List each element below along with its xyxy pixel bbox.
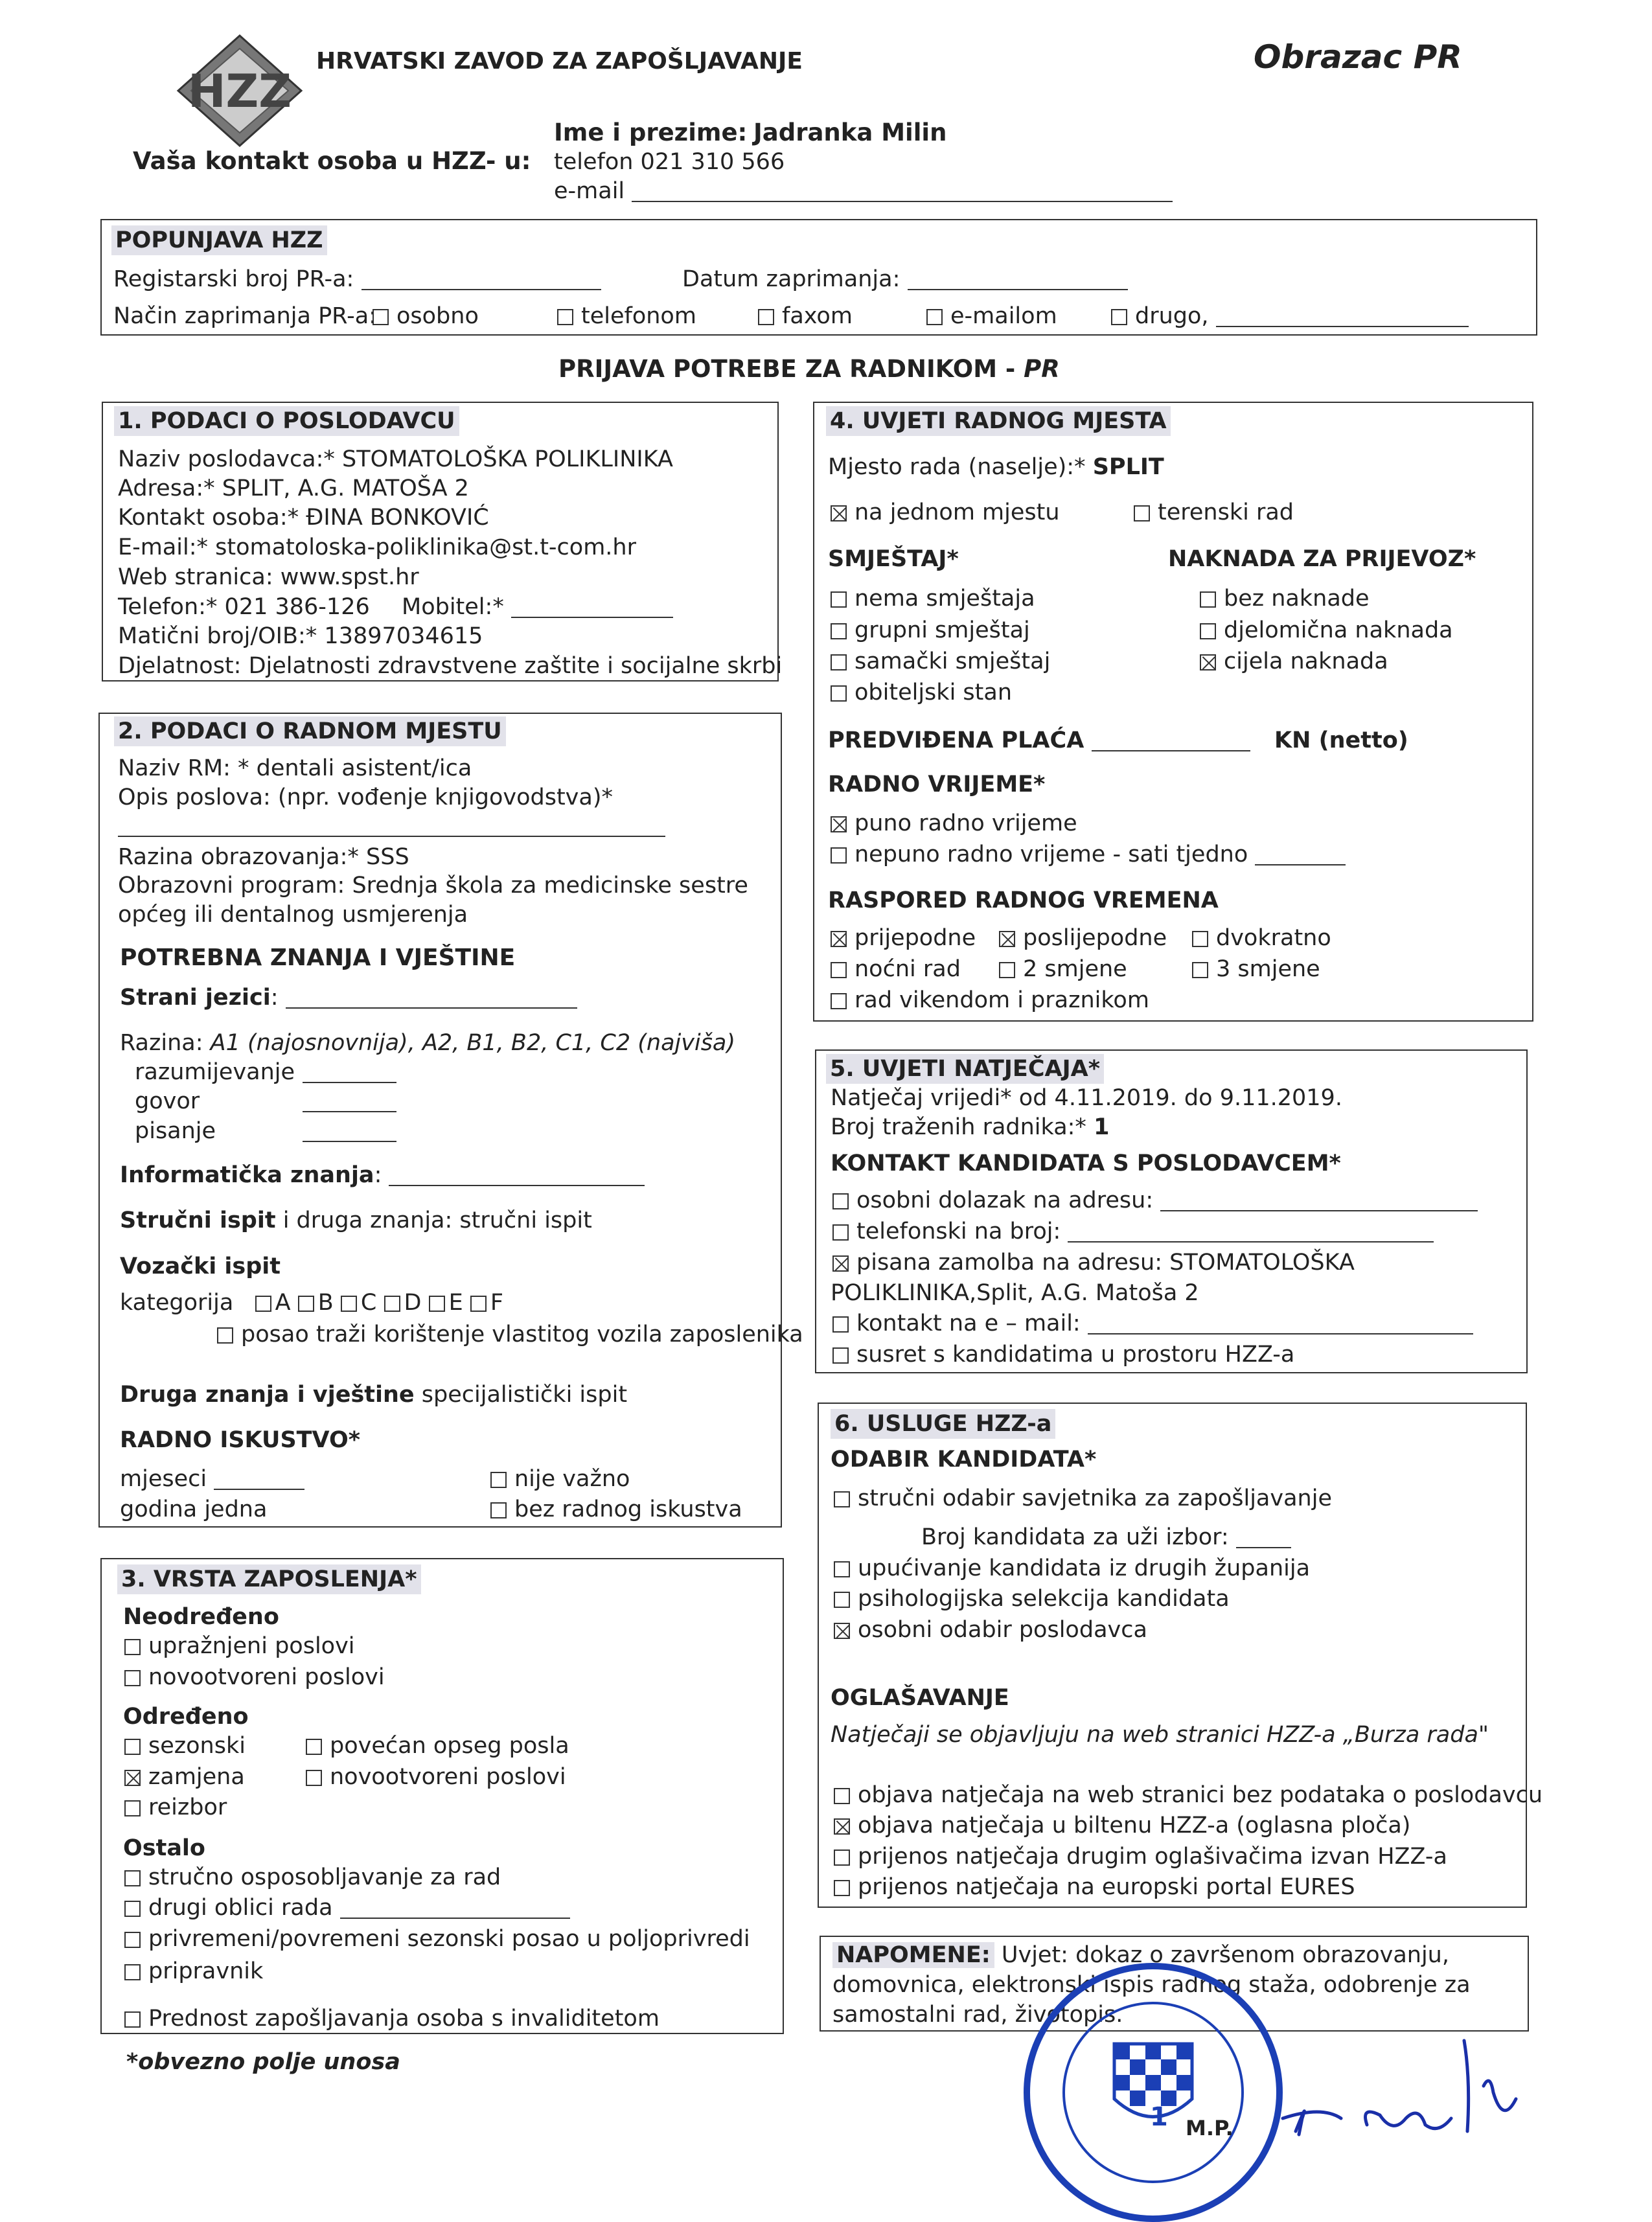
selection-psychological[interactable]: psihologijska selekcija kandidata — [834, 1584, 1230, 1614]
education-program-2: općeg ili dentalnog usmjerenja — [118, 902, 468, 928]
contact-personal[interactable]: osobni dolazak na adresu: — [832, 1185, 1478, 1215]
one-location[interactable]: na jednom mjestu — [831, 498, 1060, 527]
skills-title: POTREBNA ZNANJA I VJEŠTINE — [120, 945, 516, 971]
education-program: Obrazovni program: Srednja škola za medicinske sestre — [118, 873, 748, 899]
other-intern[interactable]: pripravnik — [124, 1956, 263, 1986]
transport-full[interactable]: cijela naknada — [1200, 647, 1388, 676]
official-stamp — [1024, 1963, 1283, 2222]
section-conditions-title: 4. UVJETI RADNOG MJESTA — [826, 406, 1171, 436]
schedule-2-shifts[interactable]: 2 smjene — [999, 954, 1127, 984]
indefinite-new[interactable]: novootvoreni poslovi — [124, 1662, 385, 1692]
section-competition-title: 5. UVJETI NATJEČAJA* — [826, 1054, 1104, 1084]
contact-name-label: Ime i prezime: — [554, 119, 748, 146]
form-name: Obrazac PR — [1254, 38, 1462, 76]
method-label: Način zaprimanja PR-a: — [113, 303, 376, 329]
hzz-logo — [175, 32, 304, 149]
employer-email: E-mail:* stomatoloska-poliklinika@st.t-com.hr — [118, 534, 636, 560]
reg-number-field[interactable]: Registarski broj PR-a: — [113, 264, 601, 294]
fixed-new[interactable]: novootvoreni poslovi — [306, 1762, 566, 1792]
transport-title: NAKNADA ZA PRIJEVOZ* — [1168, 546, 1476, 572]
accommodation-group[interactable]: grupni smještaj — [831, 615, 1030, 645]
hzz-box-title: POPUNJAVA HZZ — [111, 225, 327, 255]
field-work[interactable]: terenski rad — [1134, 498, 1294, 527]
disability-priority[interactable]: Prednost zapošljavanja osoba s invaliditetom — [124, 2004, 660, 2033]
skill-writing[interactable]: pisanje — [135, 1118, 216, 1144]
section-job-title: 2. PODACI O RADNOM MJESTU — [114, 716, 506, 746]
indefinite-vacant[interactable]: upražnjeni poslovi — [124, 1631, 355, 1661]
ad-other-advertisers[interactable]: prijenos natječaja drugim oglašivačima izvan HZZ-a — [834, 1842, 1447, 1872]
schedule-afternoon[interactable]: poslijepodne — [999, 923, 1167, 953]
salary-field[interactable]: PREDVIĐENA PLAĆA KN (netto) — [828, 727, 1408, 753]
indefinite-title: Neodređeno — [123, 1604, 279, 1630]
employer-oib: Matični broj/OIB:* 13897034615 — [118, 623, 483, 649]
work-location: Mjesto rada (naselje):* SPLIT — [828, 454, 1164, 480]
employer-address: Adresa:* SPLIT, A.G. MATOŠA 2 — [118, 475, 469, 501]
experience-months[interactable]: mjeseci — [120, 1464, 304, 1494]
language-level: Razina: A1 (najosnovnija), A2, B1, B2, C1, C2 (najviša) — [120, 1030, 736, 1056]
schedule-weekend[interactable]: rad vikendom i praznikom — [831, 985, 1149, 1015]
part-time[interactable]: nepuno radno vrijeme - sati tjedno — [831, 840, 1346, 869]
accommodation-title: SMJEŠTAJ* — [828, 546, 959, 572]
footnote: *obvezno polje unosa — [126, 2049, 400, 2075]
skill-writing-blank — [303, 1121, 396, 1142]
experience-none[interactable]: bez radnog iskustva — [490, 1495, 742, 1524]
skill-speaking[interactable]: govor — [135, 1088, 200, 1114]
other-seasonal-agri[interactable]: privremeni/povremeni sezonski posao u poljoprivredi — [124, 1924, 750, 1954]
notes-line-2: domovnica, elektronski ispis radnog staža, odobrenje za — [832, 1972, 1471, 1998]
contact-written[interactable]: pisana zamolba na adresu: STOMATOLOŠKA — [832, 1248, 1355, 1277]
working-hours-title: RADNO VRIJEME* — [828, 772, 1046, 797]
fixed-title: Određeno — [123, 1704, 249, 1730]
job-description-blank[interactable] — [118, 816, 665, 837]
method-faxom[interactable]: faxom — [758, 301, 853, 331]
employer-web: Web stranica: www.spst.hr — [118, 564, 419, 590]
email-blank — [632, 181, 1173, 202]
skill-speaking-blank — [303, 1092, 396, 1112]
schedule-title: RASPORED RADNOG VREMENA — [828, 888, 1219, 913]
selection-employer[interactable]: osobni odabir poslodavca — [834, 1615, 1147, 1645]
advertising-note: Natječaji se objavljuju na web stranici HZZ-a „Burza rada" — [831, 1722, 1489, 1748]
languages-field[interactable]: Strani jezici: — [120, 983, 577, 1013]
svg-text:HZZ: HZZ — [187, 65, 292, 118]
skill-understanding-blank — [303, 1062, 396, 1083]
contact-name: Jadranka Milin — [753, 119, 947, 146]
professional-exam: Stručni ispit i druga znanja: stručni ispit — [120, 1208, 592, 1233]
other-training[interactable]: stručno osposobljavanje za rad — [124, 1862, 501, 1892]
employer-contact: Kontakt osoba:* ĐINA BONKOVIĆ — [118, 505, 489, 531]
selection-title: ODABIR KANDIDATA* — [831, 1447, 1097, 1472]
education-level: Razina obrazovanja:* SSS — [118, 844, 409, 870]
competition-valid: Natječaj vrijedi* od 4.11.2019. do 9.11.2019. — [831, 1085, 1342, 1111]
section-employment-type-title: 3. VRSTA ZAPOSLENJA* — [117, 1564, 421, 1594]
shortlist-count[interactable]: Broj kandidata za uži izbor: — [921, 1522, 1291, 1552]
ad-bulletin[interactable]: objava natječaja u biltenu HZZ-a (oglasna ploča) — [834, 1811, 1410, 1840]
main-title: PRIJAVA POTREBE ZA RADNIKOM - PR — [558, 355, 1060, 383]
org-name: HRVATSKI ZAVOD ZA ZAPOŠLJAVANJE — [316, 48, 803, 74]
other-skills: Druga znanja i vještine specijalistički ispit — [120, 1382, 628, 1408]
ad-web-anonymous[interactable]: objava natječaja na web stranici bez podataka o poslodavcu — [834, 1780, 1543, 1810]
signature — [1270, 2028, 1542, 2138]
accommodation-family[interactable]: obiteljski stan — [831, 678, 1012, 707]
contact-written-address: POLIKLINIKA,Split, A.G. Matoša 2 — [831, 1280, 1199, 1306]
section-employer-title: 1. PODACI O POSLODAVCU — [114, 406, 459, 436]
method-osobno[interactable]: osobno — [373, 301, 479, 331]
accommodation-none[interactable]: nema smještaja — [831, 584, 1035, 613]
selection-other-counties[interactable]: upućivanje kandidata iz drugih županija — [834, 1553, 1310, 1583]
accommodation-single[interactable]: samački smještaj — [831, 647, 1050, 676]
notes-line-1: NAPOMENE: Uvjet: dokaz o završenom obrazovanju, — [832, 1940, 1449, 1970]
method-telefonom[interactable]: telefonom — [557, 301, 696, 331]
contact-email: e-mail — [554, 176, 1173, 206]
fixed-seasonal[interactable]: sezonski — [124, 1731, 246, 1761]
experience-years: godina jedna — [120, 1496, 268, 1522]
transport-partial[interactable]: djelomična naknada — [1200, 615, 1453, 645]
other-forms[interactable]: drugi oblici rada — [124, 1893, 570, 1923]
schedule-morning[interactable]: prijepodne — [831, 923, 976, 953]
contact-label: Vaša kontakt osoba u HZZ- u: — [133, 147, 531, 175]
advertising-title: OGLAŠAVANJE — [831, 1685, 1009, 1711]
selection-expert[interactable]: stručni odabir savjetnika za zapošljavanje — [834, 1483, 1332, 1513]
fixed-increased-scope[interactable]: povećan opseg posla — [306, 1731, 569, 1761]
transport-none[interactable]: bez naknade — [1200, 584, 1370, 613]
employer-activity: Djelatnost: Djelatnosti zdravstvene zaštite i socijalne skrbi — [118, 653, 783, 679]
other-title: Ostalo — [123, 1835, 205, 1861]
fixed-replacement[interactable]: zamjena — [124, 1762, 245, 1792]
full-time[interactable]: puno radno vrijeme — [831, 808, 1077, 838]
job-description-label: Opis poslova: (npr. vođenje knjigovodstva)* — [118, 785, 614, 810]
fixed-reelection[interactable]: reizbor — [124, 1792, 227, 1822]
contact-phone: telefon 021 310 566 — [554, 149, 785, 175]
schedule-night[interactable]: noćni rad — [831, 954, 961, 984]
schedule-3-shifts[interactable]: 3 smjene — [1192, 954, 1320, 984]
it-skills-field[interactable]: Informatička znanja: — [120, 1160, 645, 1190]
job-title: Naziv RM: * dentali asistent/ica — [118, 755, 472, 781]
driving-title: Vozački ispit — [120, 1254, 281, 1279]
own-vehicle[interactable]: posao traži korištenje vlastitog vozila zaposlenika — [217, 1320, 803, 1349]
contact-phone-option[interactable]: telefonski na broj: — [832, 1217, 1434, 1246]
section-services-title: 6. USLUGE HZZ-a — [831, 1409, 1055, 1439]
method-email[interactable]: e-mailom — [926, 301, 1057, 331]
notes-line-3: samostalni rad, životopis. — [832, 2002, 1123, 2028]
contact-title: KONTAKT KANDIDATA S POSLODAVCEM* — [831, 1151, 1341, 1176]
skill-understanding[interactable]: razumijevanje — [135, 1059, 295, 1085]
ad-eures[interactable]: prijenos natječaja na europski portal EURES — [834, 1872, 1355, 1902]
stamp-number: 1 — [1150, 2102, 1168, 2132]
stamp-mp: M.P. — [1186, 2116, 1233, 2140]
driving-categories[interactable]: kategorija A B C D E F — [120, 1290, 504, 1316]
experience-title: RADNO ISKUSTVO* — [120, 1427, 361, 1453]
employer-name: Naziv poslodavca:* STOMATOLOŠKA POLIKLINIKA — [118, 446, 674, 472]
contact-meeting[interactable]: susret s kandidatima u prostoru HZZ-a — [832, 1340, 1294, 1369]
employer-phone: Telefon:* 021 386-126 — [118, 594, 370, 620]
date-received-field[interactable]: Datum zaprimanja: — [682, 264, 1128, 294]
workers-count: Broj traženih radnika:* 1 — [831, 1114, 1110, 1140]
method-drugo[interactable]: drugo, — [1111, 301, 1469, 331]
schedule-split[interactable]: dvokratno — [1192, 923, 1331, 953]
employer-mobile[interactable]: Mobitel:* — [402, 592, 673, 622]
experience-not-important[interactable]: nije važno — [490, 1464, 630, 1494]
contact-email-option[interactable]: kontakt na e – mail: — [832, 1309, 1473, 1338]
